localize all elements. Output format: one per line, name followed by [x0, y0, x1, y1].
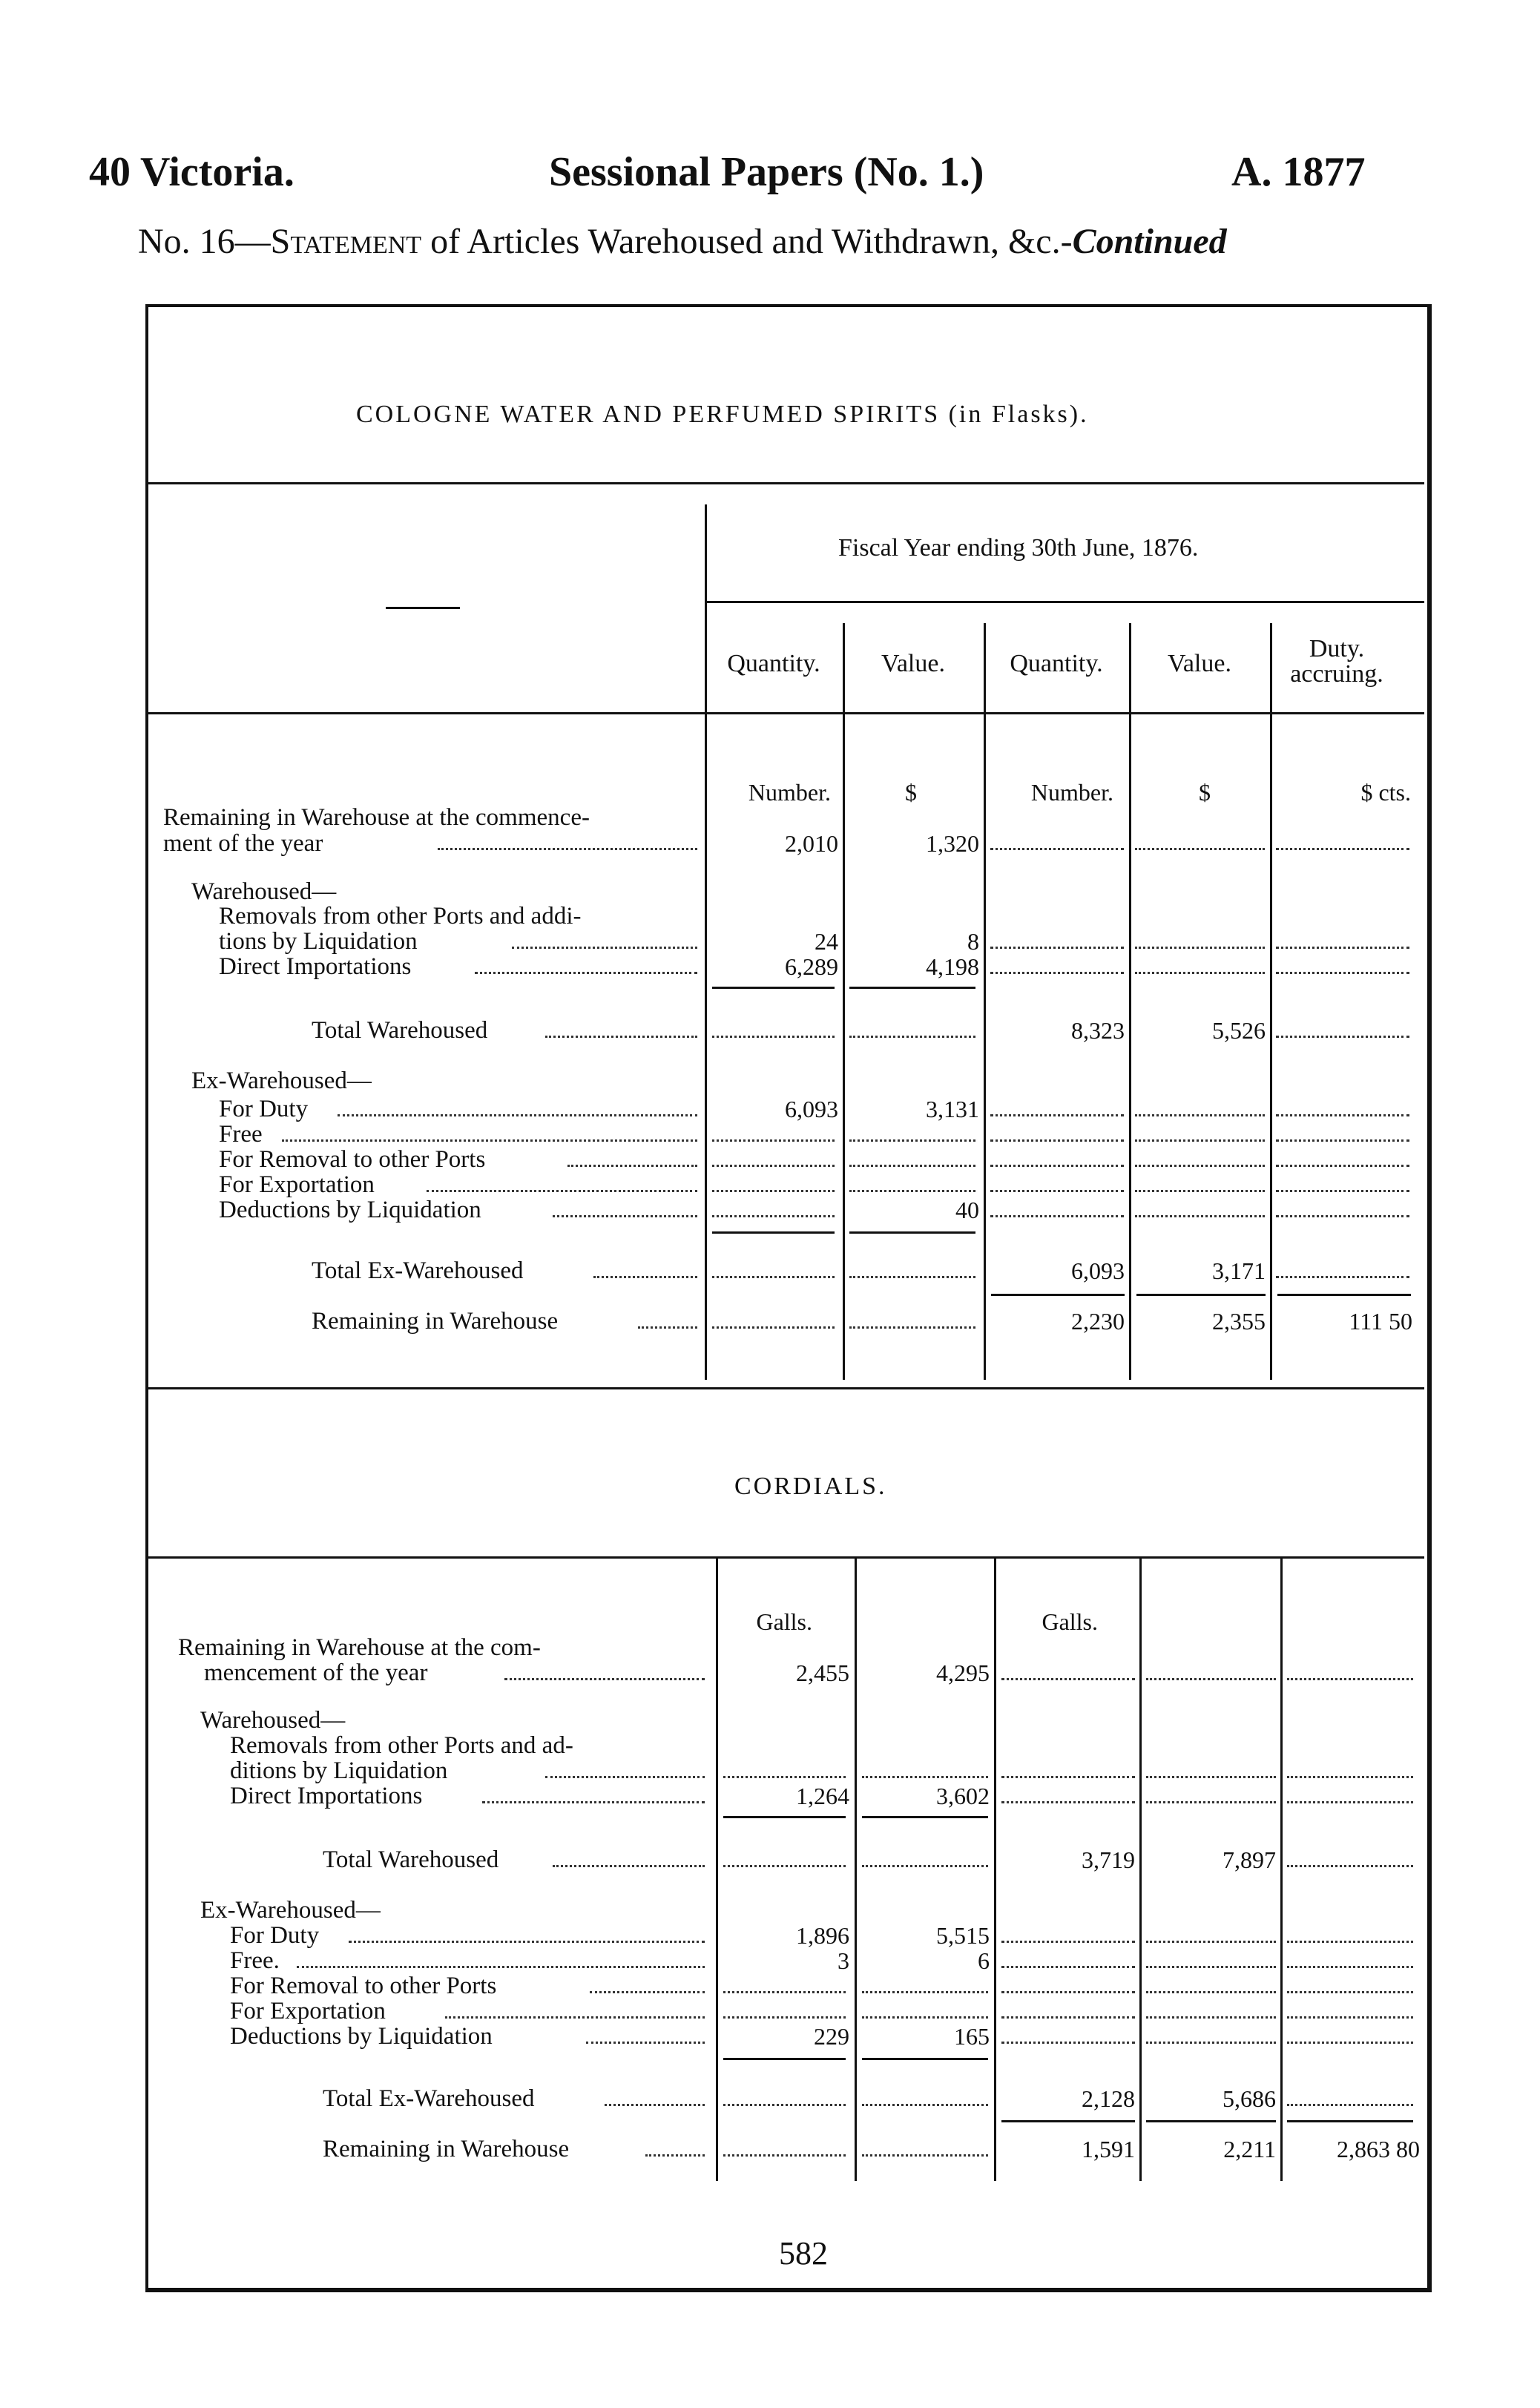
- cell-value: 4,295: [936, 1659, 990, 1686]
- leader-dots: [567, 1165, 697, 1167]
- leader-dots: [1276, 1165, 1409, 1167]
- row-label: Direct Importations: [219, 953, 412, 980]
- divider: [705, 601, 1424, 603]
- leader-dots: [1287, 1865, 1413, 1867]
- cell-value: 229: [814, 2023, 849, 2050]
- col-rule: [855, 1558, 857, 2181]
- row-label: mencement of the year: [204, 1659, 428, 1686]
- leader-dots: [990, 972, 1124, 974]
- leader-dots: [1001, 2042, 1135, 2044]
- leader-dots: [712, 1139, 835, 1142]
- leader-dots: [427, 1190, 697, 1192]
- leader-dots: [1135, 1114, 1265, 1116]
- leader-dots: [990, 1165, 1124, 1167]
- leader-dots: [1146, 1801, 1276, 1803]
- title-statement: Statement: [270, 222, 422, 261]
- section2-title: CORDIALS.: [734, 1473, 887, 1500]
- sum-rule: [1001, 2120, 1135, 2122]
- title-rest: of Articles Warehoused and Withdrawn, &c.-: [421, 222, 1073, 261]
- leader-dots: [1287, 1991, 1413, 1993]
- sum-rule: [723, 2058, 846, 2060]
- row-label: Free: [219, 1121, 263, 1148]
- cell-value: 1,264: [796, 1783, 849, 1809]
- section1-title: COLOGNE WATER AND PERFUMED SPIRITS (in Flasks).: [356, 401, 1089, 428]
- cell-value: 2,128: [1082, 2085, 1135, 2112]
- leader-dots: [475, 972, 697, 974]
- leader-dots: [553, 1215, 697, 1217]
- sum-rule: [712, 987, 835, 989]
- cell-value: 5,515: [936, 1922, 990, 1949]
- leader-dots: [1287, 1941, 1413, 1943]
- cell-value: 3,171: [1212, 1257, 1266, 1284]
- leader-dots: [723, 2016, 846, 2019]
- leader-dots: [1146, 2016, 1276, 2019]
- page-number: 582: [779, 2235, 828, 2272]
- row-label: Removals from other Ports and ad-: [230, 1732, 573, 1759]
- row-label: Remaining in Warehouse: [312, 1308, 559, 1335]
- row-label: Free.: [230, 1947, 280, 1974]
- cell-value: 6,093: [785, 1096, 838, 1122]
- leader-dots: [1146, 2042, 1276, 2044]
- leader-dots: [862, 2154, 988, 2157]
- cell-value: 40: [955, 1197, 979, 1223]
- leader-dots: [849, 1139, 975, 1142]
- fiscal-year-heading: Fiscal Year ending 30th June, 1876.: [838, 534, 1199, 562]
- leader-dots: [990, 947, 1124, 949]
- row-label: ditions by Liquidation: [230, 1757, 448, 1784]
- header-center: Sessional Papers (No. 1.): [549, 149, 984, 195]
- leader-dots: [1287, 2104, 1413, 2106]
- cell-value: 5,686: [1223, 2085, 1276, 2112]
- leader-dots: [512, 947, 697, 949]
- leader-dots: [445, 2016, 705, 2019]
- col-rule: [843, 623, 845, 1380]
- leader-dots: [1276, 972, 1409, 974]
- sum-rule: [1136, 1294, 1266, 1296]
- leader-dots: [723, 2104, 846, 2106]
- row-label: Remaining in Warehouse at the commence-: [163, 804, 590, 831]
- row-label: Remaining in Warehouse: [323, 2136, 570, 2162]
- leader-dots: [1135, 1139, 1265, 1142]
- cell-value: 6,093: [1071, 1257, 1125, 1284]
- leader-dots: [723, 1991, 846, 1993]
- leader-dots: [723, 1776, 846, 1778]
- cell-value: 8,323: [1071, 1017, 1125, 1044]
- cell-value: 3: [838, 1947, 849, 1974]
- leader-dots: [1276, 848, 1409, 850]
- leader-dots: [712, 1326, 835, 1329]
- leader-dots: [1287, 1966, 1413, 1968]
- row-label: For Removal to other Ports: [219, 1146, 486, 1173]
- row-label: ment of the year: [163, 830, 323, 857]
- leader-dots: [1276, 947, 1409, 949]
- leader-dots: [862, 2104, 988, 2106]
- leader-dots: [1135, 1165, 1265, 1167]
- leader-dots: [590, 1991, 705, 1993]
- row-label: For Removal to other Ports: [230, 1973, 497, 1999]
- col-value-1: Value.: [881, 650, 945, 677]
- leader-dots: [712, 1215, 835, 1217]
- leader-dots: [282, 1139, 697, 1142]
- statement-title: [138, 221, 1227, 262]
- title-prefix: No. 16—: [138, 222, 271, 261]
- sum-rule: [849, 1231, 975, 1234]
- row-label: Direct Importations: [230, 1783, 423, 1809]
- row-label: Total Warehoused: [323, 1846, 499, 1873]
- row-label: Ex-Warehoused—: [200, 1897, 381, 1924]
- row-label: tions by Liquidation: [219, 928, 418, 955]
- leader-dots: [712, 1165, 835, 1167]
- leader-dots: [1135, 947, 1265, 949]
- cell-value: 24: [815, 928, 838, 955]
- unit-dollar-2: $: [1199, 779, 1211, 806]
- col-duty: Duty. accruing.: [1290, 635, 1383, 688]
- leader-dots: [1001, 1991, 1135, 1993]
- leader-dots: [545, 1776, 705, 1778]
- cell-value: 4,198: [926, 953, 979, 980]
- leader-dots: [849, 1326, 975, 1329]
- row-label: Total Ex-Warehoused: [323, 2085, 535, 2112]
- leader-dots: [593, 1276, 697, 1278]
- leader-dots: [482, 1801, 705, 1803]
- leader-dots: [990, 1139, 1124, 1142]
- leader-dots: [586, 2042, 705, 2044]
- sum-rule: [712, 1231, 835, 1234]
- leader-dots: [545, 1036, 697, 1038]
- unit-dollar-1: $: [905, 779, 917, 806]
- cell-value: 111 50: [1349, 1308, 1412, 1335]
- cell-value: 7,897: [1223, 1846, 1276, 1873]
- leader-dots: [862, 1776, 988, 1778]
- cell-value: 5,526: [1212, 1017, 1266, 1044]
- leader-dots: [1146, 1776, 1276, 1778]
- col-rule: [716, 1558, 718, 2181]
- header-right: A. 1877: [1231, 149, 1366, 195]
- leader-dots: [849, 1036, 975, 1038]
- leader-dots: [1146, 1941, 1276, 1943]
- leader-dots: [862, 1865, 988, 1867]
- leader-dots: [990, 1114, 1124, 1116]
- cell-value: 3,131: [926, 1096, 979, 1122]
- col-quantity-1: Quantity.: [727, 650, 820, 677]
- leader-dots: [1135, 1215, 1265, 1217]
- sum-rule: [862, 1816, 988, 1818]
- divider: [148, 1556, 1424, 1559]
- row-label: Warehoused—: [200, 1707, 346, 1734]
- leader-dots: [297, 1966, 705, 1968]
- cell-value: 3,719: [1082, 1846, 1135, 1873]
- row-label: For Duty: [219, 1096, 309, 1122]
- leader-dots: [990, 1190, 1124, 1192]
- leader-dots: [553, 1865, 705, 1867]
- leader-dots: [1287, 1678, 1413, 1680]
- col-quantity-2: Quantity.: [1010, 650, 1103, 677]
- cell-value: 8: [967, 928, 979, 955]
- row-label: Total Ex-Warehoused: [312, 1257, 524, 1284]
- leader-dots: [1001, 1678, 1135, 1680]
- cell-value: 6: [978, 1947, 990, 1974]
- title-continued: Continued: [1072, 222, 1227, 261]
- unit-dollar-cts: $ cts.: [1360, 779, 1411, 806]
- leader-dots: [723, 1865, 846, 1867]
- leader-dots: [504, 1678, 705, 1680]
- divider: [148, 1387, 1424, 1389]
- divider: [148, 482, 1424, 484]
- leader-dots: [849, 1276, 975, 1278]
- leader-dots: [605, 2104, 705, 2106]
- leader-dots: [1276, 1114, 1409, 1116]
- cell-value: 2,010: [785, 830, 838, 857]
- leader-dots: [1287, 1776, 1413, 1778]
- leader-dots: [712, 1190, 835, 1192]
- leader-dots: [990, 1215, 1124, 1217]
- sum-rule: [1146, 2120, 1276, 2122]
- header-left: 40 Victoria.: [89, 149, 294, 195]
- leader-dots: [1001, 1801, 1135, 1803]
- leader-dots: [862, 1991, 988, 1993]
- leader-dots: [1135, 1190, 1265, 1192]
- leader-dots: [849, 1190, 975, 1192]
- leader-dots: [1135, 848, 1265, 850]
- leader-dots: [990, 848, 1124, 850]
- leader-dots: [723, 2154, 846, 2157]
- leader-dots: [862, 2016, 988, 2019]
- cell-value: 2,863 80: [1337, 2136, 1420, 2162]
- leader-dots: [1146, 1678, 1276, 1680]
- row-label: Deductions by Liquidation: [230, 2023, 493, 2050]
- row-label: Deductions by Liquidation: [219, 1197, 481, 1223]
- leader-dots: [1135, 972, 1265, 974]
- row-label: For Duty: [230, 1922, 320, 1949]
- cell-value: 2,230: [1071, 1308, 1125, 1335]
- sum-rule: [862, 2058, 988, 2060]
- leader-dots: [1001, 2016, 1135, 2019]
- leader-dots: [1001, 1941, 1135, 1943]
- sum-rule: [1287, 2120, 1413, 2122]
- leader-dots: [438, 848, 697, 850]
- leader-dots: [638, 1326, 697, 1329]
- unit-number-1: Number.: [748, 779, 831, 806]
- sum-rule: [1277, 1294, 1411, 1296]
- cell-value: 3,602: [936, 1783, 990, 1809]
- leader-dots: [1276, 1276, 1409, 1278]
- divider: [148, 712, 1424, 714]
- leader-dots: [349, 1941, 705, 1943]
- cell-value: 2,211: [1223, 2136, 1276, 2162]
- leader-dots: [645, 2154, 705, 2157]
- row-label: Ex-Warehoused—: [191, 1068, 372, 1094]
- leader-dots: [849, 1165, 975, 1167]
- leader-dots: [1001, 1966, 1135, 1968]
- unit-number-2: Number.: [1030, 779, 1113, 806]
- leader-dots: [1276, 1215, 1409, 1217]
- leader-dots: [1287, 2016, 1413, 2019]
- row-label: Total Warehoused: [312, 1017, 488, 1044]
- cell-value: 165: [954, 2023, 990, 2050]
- row-label: Warehoused—: [191, 878, 337, 905]
- col-rule: [1270, 623, 1272, 1380]
- leader-dots: [712, 1276, 835, 1278]
- cell-value: 1,896: [796, 1922, 849, 1949]
- leader-dots: [1001, 1776, 1135, 1778]
- leader-dots: [1287, 2042, 1413, 2044]
- unit-galls-2: Galls.: [1042, 1608, 1098, 1635]
- sum-rule: [723, 1816, 846, 1818]
- cell-value: 2,455: [796, 1659, 849, 1686]
- row-label: Removals from other Ports and addi-: [219, 903, 582, 930]
- row-label: For Exportation: [230, 1998, 386, 2024]
- col-value-2: Value.: [1168, 650, 1231, 677]
- cell-value: 6,289: [785, 953, 838, 980]
- cell-value: 2,355: [1212, 1308, 1266, 1335]
- leader-dots: [338, 1114, 697, 1116]
- cell-value: 1,320: [926, 830, 979, 857]
- leader-dots: [1287, 1801, 1413, 1803]
- cell-value: 1,591: [1082, 2136, 1135, 2162]
- sum-rule: [991, 1294, 1125, 1296]
- leader-dots: [712, 1036, 835, 1038]
- leader-dots: [1276, 1190, 1409, 1192]
- leader-dots: [1146, 1966, 1276, 1968]
- row-label: Remaining in Warehouse at the com-: [178, 1634, 541, 1661]
- leader-dots: [1276, 1036, 1409, 1038]
- row-label: For Exportation: [219, 1171, 375, 1198]
- stub-dash: [386, 607, 460, 609]
- sum-rule: [849, 987, 975, 989]
- leader-dots: [1276, 1139, 1409, 1142]
- unit-galls-1: Galls.: [756, 1608, 812, 1635]
- leader-dots: [1146, 1991, 1276, 1993]
- col-rule: [1280, 1558, 1283, 2181]
